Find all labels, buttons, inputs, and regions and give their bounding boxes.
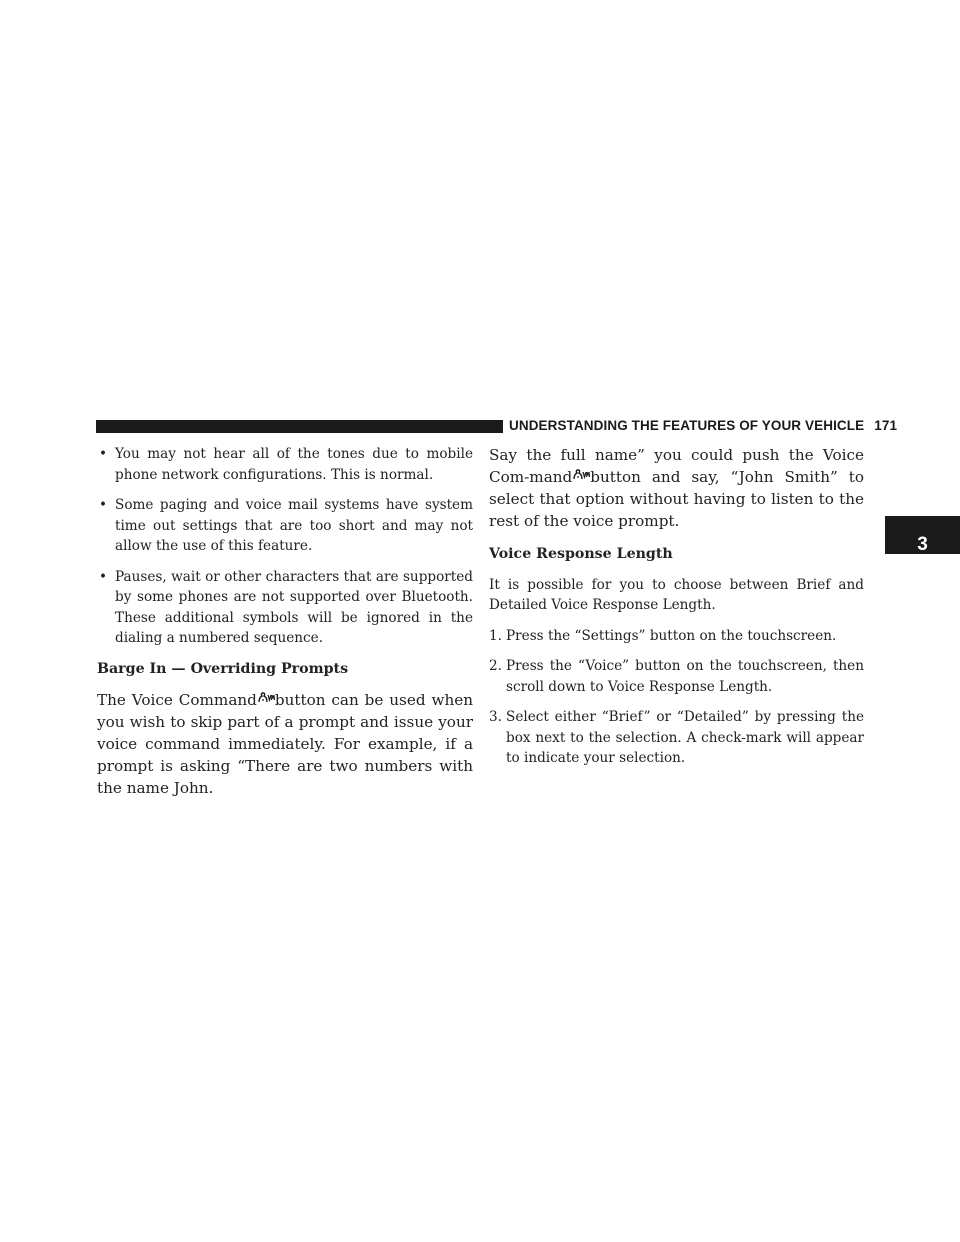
bullet-list [97, 444, 473, 649]
page-number: 171 [874, 418, 898, 433]
paragraph-text: button can be used when you wish to skip part of a prompt and issue your voice command immediately. For example, if a prompt is asking “There are two numbers with the name John. [97, 691, 473, 797]
bullet-text: Some paging and voice mail systems have system time out settings that are too short and may not allow the use of this feature. [115, 497, 473, 554]
step-number: 2. [489, 658, 502, 674]
step-number: 3. [489, 709, 502, 725]
voice-command-icon [257, 691, 275, 705]
bullet-text: Pauses, wait or other characters that are supported by some phones are not supported over Bluetooth. These additional symbols will be ignored in the dialing a numbered sequence. [115, 568, 473, 646]
intro-paragraph: It is possible for you to choose between Brief and Detailed Voice Response Length. [489, 576, 864, 613]
section-heading-barge-in: Barge In — Overriding Prompts [97, 660, 349, 677]
bullet-marker: • [99, 446, 108, 462]
left-column [97, 444, 473, 811]
section-heading-voice-response-length: Voice Response Length [489, 546, 673, 562]
step-text: Press the “Settings” button on the touchscreen. [506, 627, 837, 644]
paragraph-text: Say the full name” you could push the Voice Com-mand [489, 446, 864, 486]
header-title: UNDERSTANDING THE FEATURES OF YOUR VEHICLE [509, 418, 865, 433]
step-number: 1. [489, 627, 502, 644]
list-item [489, 707, 864, 769]
list-item [489, 626, 864, 647]
barge-in-paragraph [97, 689, 473, 799]
bullet-marker: • [99, 497, 108, 513]
continuation-paragraph [489, 444, 864, 532]
list-item [97, 444, 473, 485]
voice-command-icon [572, 468, 590, 482]
bullet-text: You may not hear all of the tones due to mobile phone network configurations. This is normal. [115, 446, 473, 483]
list-item [489, 656, 864, 697]
right-column [489, 444, 864, 779]
paragraph-text: button and say, “John Smith” to select that option without having to listen to the rest of the voice prompt. [489, 468, 864, 530]
steps-list [489, 626, 864, 769]
step-text: Press the “Voice” button on the touchscreen, then scroll down to Voice Response Length. [506, 658, 864, 695]
step-text: Select either “Brief” or “Detailed” by pressing the box next to the selection. A check-mark will appear to indicate your selection. [506, 709, 864, 766]
list-item [97, 495, 473, 557]
paragraph-text: The Voice Command [97, 691, 257, 709]
bullet-marker: • [99, 568, 108, 585]
running-header [503, 416, 901, 436]
chapter-tab: 3 [885, 516, 960, 554]
list-item [97, 567, 473, 649]
